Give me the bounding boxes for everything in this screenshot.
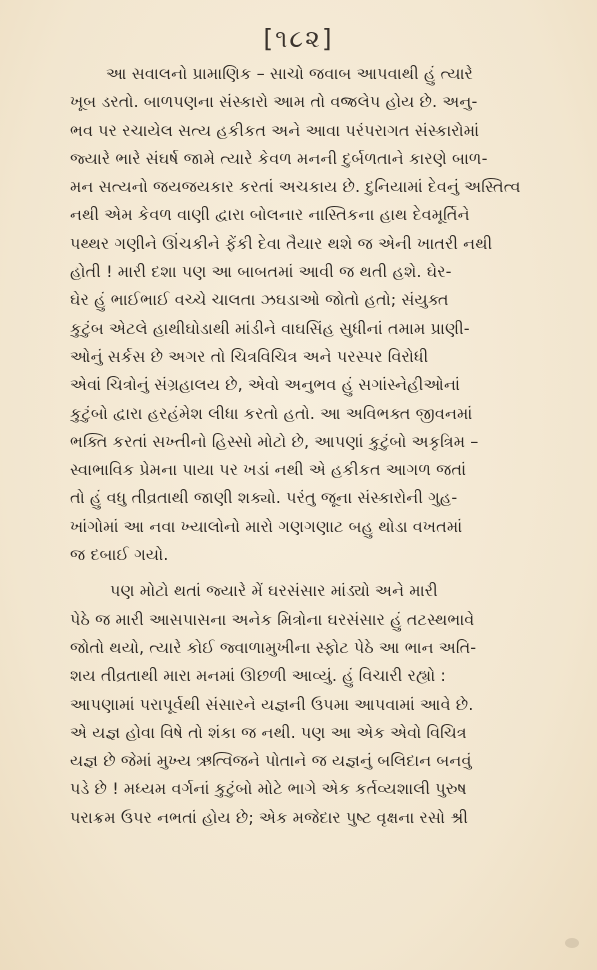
text-line: જોતો થયો, ત્યારે કોઈ જ્વાળામુખીના સ્ફોટ પેઠે આ ભાન અતિ- bbox=[70, 637, 477, 657]
text-line: શય તીવ્રતાથી મારા મનમાં ઊછળી આવ્યું. હું વિચારી રહ્યો : bbox=[70, 666, 446, 686]
paper-speck bbox=[565, 938, 579, 948]
page-number: [૧૮૨] bbox=[263, 24, 334, 53]
text-line: ભવ પર રચાયેલ સત્ય હકીકત અને આવા પરંપરાગત સંસ્કારોમાં bbox=[70, 120, 480, 140]
paragraph-gap bbox=[70, 569, 578, 577]
text-line: એવાં ચિત્રોનું સંગ્રહાલય છે, એવો અનુભવ હું સગાંસ્નેહીઓનાં bbox=[70, 375, 460, 395]
text-line: પડે છે ! મધ્યમ વર્ગનાં કુટુંબો મોટે ભાગે એક કર્તવ્યશાલી પુરુષ bbox=[70, 779, 467, 799]
text-line: પણ મોટો થતાં જ્યારે મેં ઘરસંસાર માંડ્યો અને મારી bbox=[110, 581, 438, 601]
text-line: સ્વાભાવિક પ્રેમના પાયા પર ખડાં નથી એ હકીકત આગળ જતાં bbox=[70, 460, 467, 480]
text-line: આપણામાં પરાપૂર્વથી સંસારને યજ્ઞની ઉપમા આપવામાં આવે છે. bbox=[70, 694, 474, 714]
text-line: મન સત્યનો જયજયકાર કરતાં અચકાય છે. દુનિયામાં દેવનું અસ્તિત્વ bbox=[70, 177, 521, 197]
text-line: ખાંગોમાં આ નવા ખ્યાલોનો મારો ગણગણાટ બહુ થોડા વખતમાં bbox=[70, 516, 463, 536]
text-line: પથ્થર ગણીને ઊંચકીને ફેંકી દેવા તૈયાર થશે જ એની ખાતરી નથી bbox=[70, 233, 493, 253]
text-line: કુટુંબો દ્વારા હરહંમેશ લીધા કરતો હતો. આ અવિભક્ત જીવનમાં bbox=[70, 403, 473, 423]
text-line: ઘેર હું ભાઈભાઈ વચ્ચે ચાલતા ઝઘડાઓ જોતો હતો; સંયુક્ત bbox=[70, 290, 449, 310]
text-line: ભક્તિ કરતાં સખ્તીનો હિસ્સો મોટો છે, આપણાં કુટુંબો અકૃત્રિમ – bbox=[70, 431, 479, 451]
text-line: પેઠે જ મારી આસપાસના અનેક મિત્રોના ઘરસંસાર હું તટસ્થભાવે bbox=[70, 609, 475, 629]
text-line: યજ્ઞ છે જેમાં મુખ્ય ઋત્વિજને પોતાને જ યજ્ઞનું બલિદાન બનવું bbox=[70, 751, 472, 771]
text-line: કુટુંબ એટલે હાથીઘોડાથી માંડીને વાઘસિંહ સુધીનાં તમામ પ્રાણી- bbox=[70, 318, 470, 338]
text-line: નથી એમ કેવળ વાણી દ્વારા બોલનાર નાસ્તિકના હાથ દેવમૂર્તિને bbox=[70, 205, 470, 225]
text-line: પરાક્રમ ઉપર નભતાં હોય છે; એક મજેદાર પુષ્ટ વૃક્ષના રસો શ્રી bbox=[70, 807, 469, 827]
text-line: તો હું વધુ તીવ્રતાથી જાણી શક્યો. પરંતુ જૂના સંસ્કારોની ગુહ- bbox=[70, 488, 458, 508]
text-line: એ યજ્ઞ હોવા વિષે તો શંકા જ નથી. પણ આ એક એવો વિચિત્ર bbox=[70, 722, 467, 742]
text-line: ઓનું સર્કસ છે અગર તો ચિત્રવિચિત્ર અને પરસ્પર વિરોધી bbox=[70, 346, 429, 366]
text-line: જ્યારે ભારે સંઘર્ષ જામે ત્યારે કેવળ મનની દુર્બળતાને કારણે બાળ- bbox=[70, 148, 488, 168]
body-text bbox=[70, 60, 578, 832]
text-line: જ દબાઈ ગયો. bbox=[70, 545, 169, 565]
text-line: હોતી ! મારી દશા પણ આ બાબતમાં આવી જ થતી હશે. ઘેર- bbox=[70, 262, 452, 282]
text-line: ખૂબ ડરતો. બાળપણના સંસ્કારો આમ તો વજ્રલેપ હોય છે. અનુ- bbox=[70, 92, 478, 112]
text-line: આ સવાલનો પ્રામાણિક – સાચો જવાબ આપવાથી હું ત્યારે bbox=[106, 64, 473, 83]
